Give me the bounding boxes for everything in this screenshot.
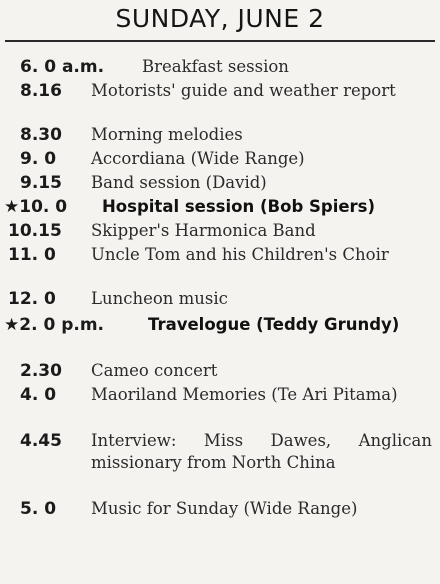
programme-time: ★10. 0 bbox=[4, 197, 68, 217]
programme-time: 2.30 bbox=[20, 361, 62, 381]
programme-title: Morning melodies bbox=[91, 125, 243, 144]
programme-item bbox=[0, 220, 440, 244]
programme-title: Uncle Tom and his Children's Choir bbox=[91, 245, 389, 264]
programme-item bbox=[0, 196, 440, 220]
programme-title: Music for Sunday (Wide Range) bbox=[91, 499, 358, 518]
programme-title: Band session (David) bbox=[91, 173, 267, 192]
programme-item bbox=[0, 430, 440, 498]
heading-rule bbox=[5, 40, 435, 42]
programme-time: 8.16 bbox=[20, 81, 62, 101]
programme-time: 10.15 bbox=[8, 221, 62, 241]
programme-time: ★2. 0 p.m. bbox=[4, 315, 104, 335]
programme-title: Motorists' guide and weather report bbox=[91, 81, 396, 100]
programme-time: 4.45 bbox=[20, 431, 62, 451]
programme-time: 9.15 bbox=[20, 173, 62, 193]
programme-title: Interview: Miss Dawes, Anglican missionary from North China bbox=[91, 431, 432, 472]
programme-title: Travelogue (Teddy Grundy) bbox=[148, 315, 400, 334]
programme-item bbox=[0, 244, 440, 288]
programme-item bbox=[0, 360, 440, 384]
programme-title: Luncheon music bbox=[91, 289, 228, 308]
programme-item bbox=[0, 314, 440, 360]
programme-title: Accordiana (Wide Range) bbox=[91, 149, 305, 168]
programme-item bbox=[0, 56, 440, 80]
programme-time: 5. 0 bbox=[20, 499, 57, 519]
programme-item bbox=[0, 80, 440, 124]
programme-time: 4. 0 bbox=[20, 385, 57, 405]
programme-title: Hospital session (Bob Spiers) bbox=[102, 197, 376, 216]
programme-item bbox=[0, 124, 440, 148]
programme-item bbox=[0, 148, 440, 172]
programme-time: 8.30 bbox=[20, 125, 62, 145]
programme-item bbox=[0, 384, 440, 430]
programme-list bbox=[0, 56, 440, 522]
programme-title: Maoriland Memories (Te Ari Pitama) bbox=[91, 385, 398, 404]
programme-title: Breakfast session bbox=[142, 57, 289, 76]
programme-item bbox=[0, 172, 440, 196]
day-heading: SUNDAY, JUNE 2 bbox=[115, 4, 325, 33]
programme-title: Skipper's Harmonica Band bbox=[91, 221, 316, 240]
programme-time: 12. 0 bbox=[8, 289, 56, 309]
programme-item bbox=[0, 498, 440, 522]
programme-title: Cameo concert bbox=[91, 361, 218, 380]
programme-time: 9. 0 bbox=[20, 149, 57, 169]
programme-item bbox=[0, 288, 440, 314]
programme-time: 6. 0 a.m. bbox=[20, 57, 105, 77]
programme-time: 11. 0 bbox=[8, 245, 56, 265]
